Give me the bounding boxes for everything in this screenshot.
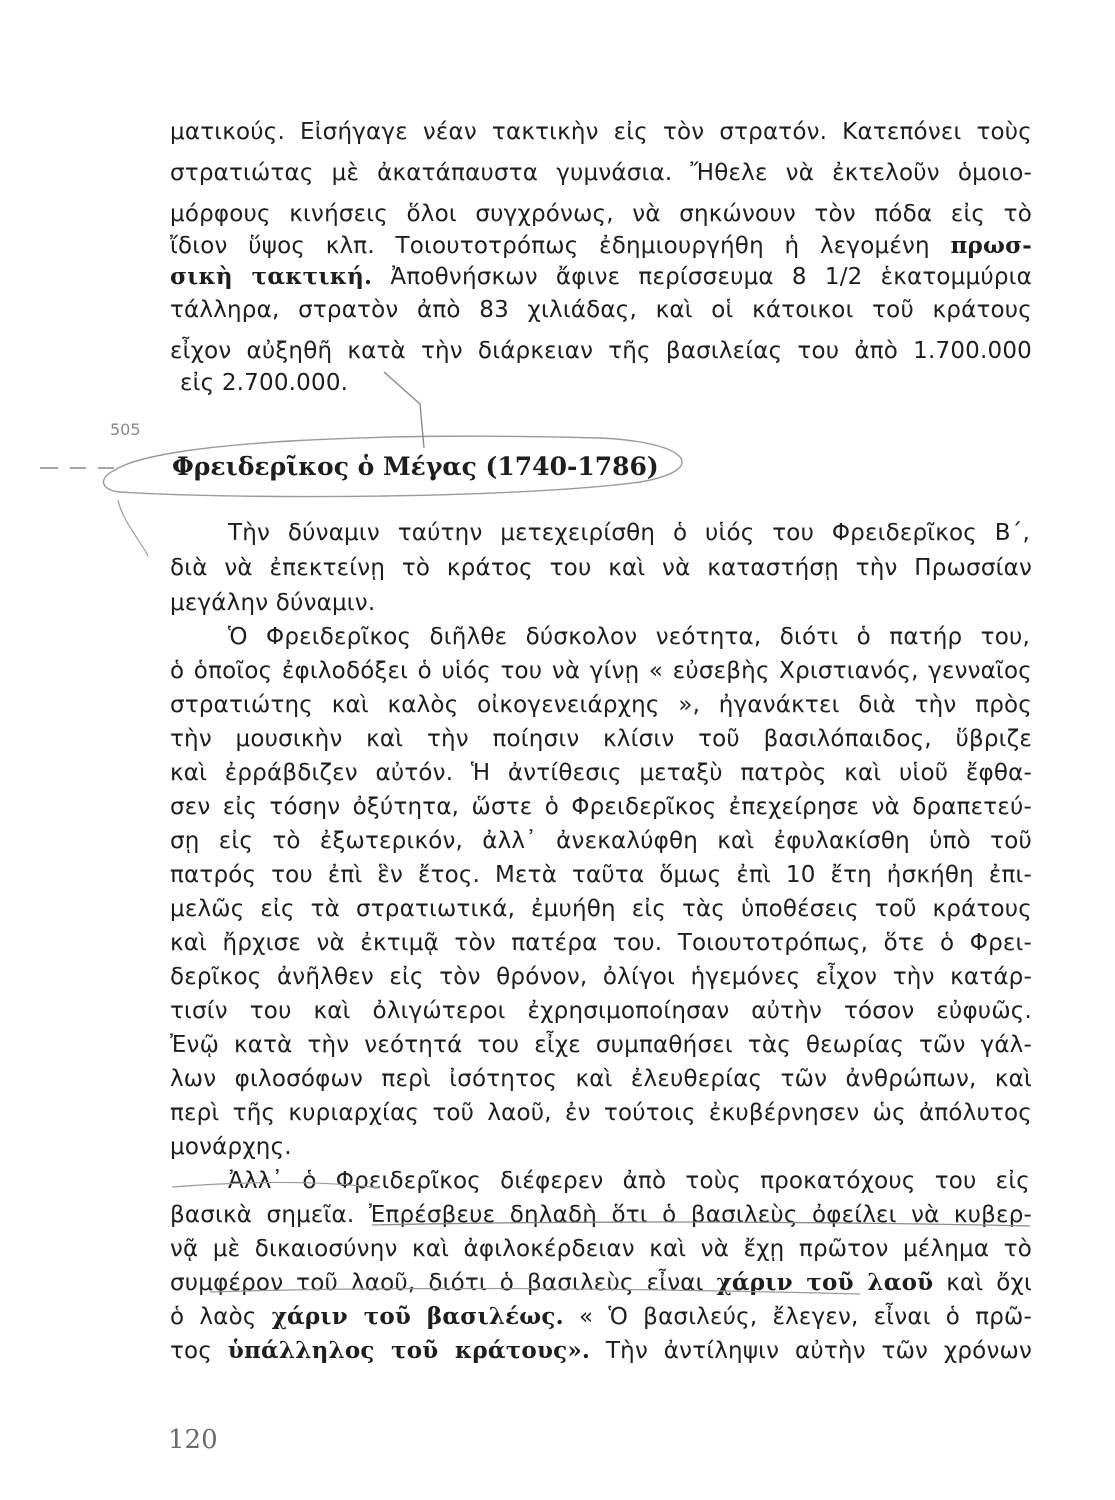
text-fragment: ἴδιον ὕψος κλπ. Τοιουτοτρόπως ἐδημιουργήθη ἡ λεγομένη bbox=[170, 233, 930, 259]
text-line: λων φιλοσόφων περὶ ἰσότητος καὶ ἐλευθερίας τῶν ἀνθρώπων, καὶ bbox=[170, 1066, 1032, 1092]
text-fragment: Ἀποθνήσκων ἄφινε περίσσευμα 8 1/2 ἑκατομμύρια bbox=[390, 264, 1032, 290]
text-line: Ἐνῷ κατὰ τὴν νεότητά του εἶχε συμπαθήσει τὰς θεωρίας τῶν γάλ- bbox=[170, 1032, 1032, 1058]
section-heading: Φρειδερῖκος ὁ Μέγας (1740-1786) bbox=[172, 452, 659, 481]
text-fragment: καὶ ὄχι bbox=[946, 1270, 1033, 1296]
text-line: σῃ εἰς τὸ ἐξωτερικόν, ἀλλ᾽ ἀνεκαλύφθη καὶ ἐφυλακίσθη ὑπὸ τοῦ bbox=[170, 828, 1032, 854]
text-line: στρατιώτης καὶ καλὸς οἰκογενειάρχης », ἠγανάκτει διὰ τὴν πρὸς bbox=[170, 692, 1032, 718]
text-line: καὶ ἤρχισε νὰ ἐκτιμᾷ τὸν πατέρα του. Τοιουτοτρόπως, ὅτε ὁ Φρει- bbox=[170, 930, 1032, 956]
bold-term: σικὴ τακτική. bbox=[170, 263, 373, 290]
text-line: μελῶς εἰς τὰ στρατιωτικά, ἐμυήθη εἰς τὰς ὑποθέσεις τοῦ κράτους bbox=[170, 896, 1032, 922]
text-line: δερῖκος ἀνῆλθεν εἰς τὸν θρόνον, ὀλίγοι ἡγεμόνες εἶχον τὴν κατάρ- bbox=[170, 964, 1032, 990]
text-line: τάλληρα, στρατὸν ἀπὸ 83 χιλιάδας, καὶ οἱ κάτοικοι τοῦ κράτους bbox=[170, 297, 1032, 323]
text-line: διὰ νὰ ἐπεκτείνῃ τὸ κράτος του καὶ νὰ καταστήσῃ τὴν Πρωσσίαν bbox=[170, 555, 1032, 581]
text-line bbox=[170, 1336, 1032, 1366]
text-fragment: ὁ λαὸς bbox=[170, 1304, 257, 1330]
text-line bbox=[170, 1302, 1032, 1332]
text-line: μόρφους κινήσεις ὅλοι συγχρόνως, νὰ σηκώνουν τὸν πόδα εἰς τὸ bbox=[170, 201, 1032, 227]
text-line: ὁ ὁποῖος ἐφιλοδόξει ὁ υἱός του νὰ γίνῃ « εὐσεβὴς Χριστιανός, γενναῖος bbox=[170, 658, 1032, 684]
text-line: εἰς 2.700.000. bbox=[180, 370, 349, 396]
text-line: μονάρχης. bbox=[170, 1134, 292, 1160]
text-line: Ἀλλ᾽ ὁ Φρειδερῖκος διέφερεν ἀπὸ τοὺς προκατόχους του εἰς bbox=[228, 1168, 1030, 1194]
text-line: πατρός του ἐπὶ ἓν ἔτος. Μετὰ ταῦτα ὅμως ἐπὶ 10 ἔτη ἠσκήθη ἐπι- bbox=[170, 862, 1032, 888]
text-line: καὶ ἐρράβδιζεν αὐτόν. Ἡ ἀντίθεσις μεταξὺ πατρὸς καὶ υἱοῦ ἔφθα- bbox=[170, 760, 1032, 786]
text-line: σεν εἰς τόσην ὀξύτητα, ὥστε ὁ Φρειδερῖκος ἐπεχείρησε νὰ δραπετεύ- bbox=[170, 794, 1032, 820]
text-line: νᾷ μὲ δικαιοσύνην καὶ ἀφιλοκέρδειαν καὶ νὰ ἔχῃ πρῶτον μέλημα τὸ bbox=[170, 1236, 1032, 1262]
text-line: Τὴν δύναμιν ταύτην μετεχειρίσθη ὁ υἱός του Φρειδερῖκος Β΄, bbox=[228, 520, 1030, 546]
text-line bbox=[170, 1268, 1032, 1298]
text-fragment: τος bbox=[170, 1338, 213, 1364]
bold-phrase: χάριν τοῦ λαοῦ bbox=[716, 1269, 934, 1296]
bold-phrase: ὑπάλληλος τοῦ κράτους». bbox=[227, 1337, 591, 1364]
bold-phrase: χάριν τοῦ βασιλέως. bbox=[271, 1303, 564, 1330]
handwritten-margin-note: 505 bbox=[110, 420, 141, 439]
text-line: μεγάλην δύναμιν. bbox=[170, 590, 376, 616]
text-line: στρατιώτας μὲ ἀκατάπαυστα γυμνάσια. Ἤθελε νὰ ἐκτελοῦν ὁμοιο- bbox=[170, 160, 1032, 186]
text-line bbox=[170, 231, 1032, 261]
text-line: βασικὰ σημεῖα. Ἐπρέσβευε δηλαδὴ ὅτι ὁ βασιλεὺς ὀφείλει νὰ κυβερ- bbox=[170, 1202, 1032, 1228]
text-fragment: « Ὁ βασιλεύς, ἔλεγεν, εἶναι ὁ πρῶ- bbox=[578, 1304, 1033, 1330]
text-line: Ὁ Φρειδερῖκος διῆλθε δύσκολον νεότητα, διότι ὁ πατήρ του, bbox=[228, 624, 1030, 650]
text-line: ματικούς. Εἰσήγαγε νέαν τακτικὴν εἰς τὸν στρατόν. Κατεπόνει τοὺς bbox=[170, 119, 1032, 145]
text-fragment: Τὴν ἀντίληψιν αὐτὴν τῶν χρόνων bbox=[605, 1338, 1032, 1364]
text-line: περὶ τῆς κυριαρχίας τοῦ λαοῦ, ἐν τούτοις ἐκυβέρνησεν ὡς ἀπόλυτος bbox=[170, 1100, 1032, 1126]
text-line bbox=[170, 262, 1032, 292]
text-line: τὴν μουσικὴν καὶ τὴν ποίησιν κλίσιν τοῦ βασιλόπαιδος, ὕβριζε bbox=[170, 726, 1032, 752]
bold-term: πρωσ- bbox=[950, 232, 1032, 259]
pencil-arc-mark bbox=[118, 500, 148, 556]
page-number: 120 bbox=[168, 1425, 218, 1455]
text-line: τισίν του καὶ ὀλιγώτεροι ἐχρησιμοποίησαν αὐτὴν τόσον εὐφυῶς. bbox=[170, 998, 1032, 1024]
text-fragment: συμφέρον τοῦ λαοῦ, διότι ὁ βασιλεὺς εἶναι bbox=[170, 1270, 704, 1296]
text-line: εἶχον αὐξηθῆ κατὰ τὴν διάρκειαν τῆς βασιλείας του ἀπὸ 1.700.000 bbox=[170, 338, 1032, 364]
